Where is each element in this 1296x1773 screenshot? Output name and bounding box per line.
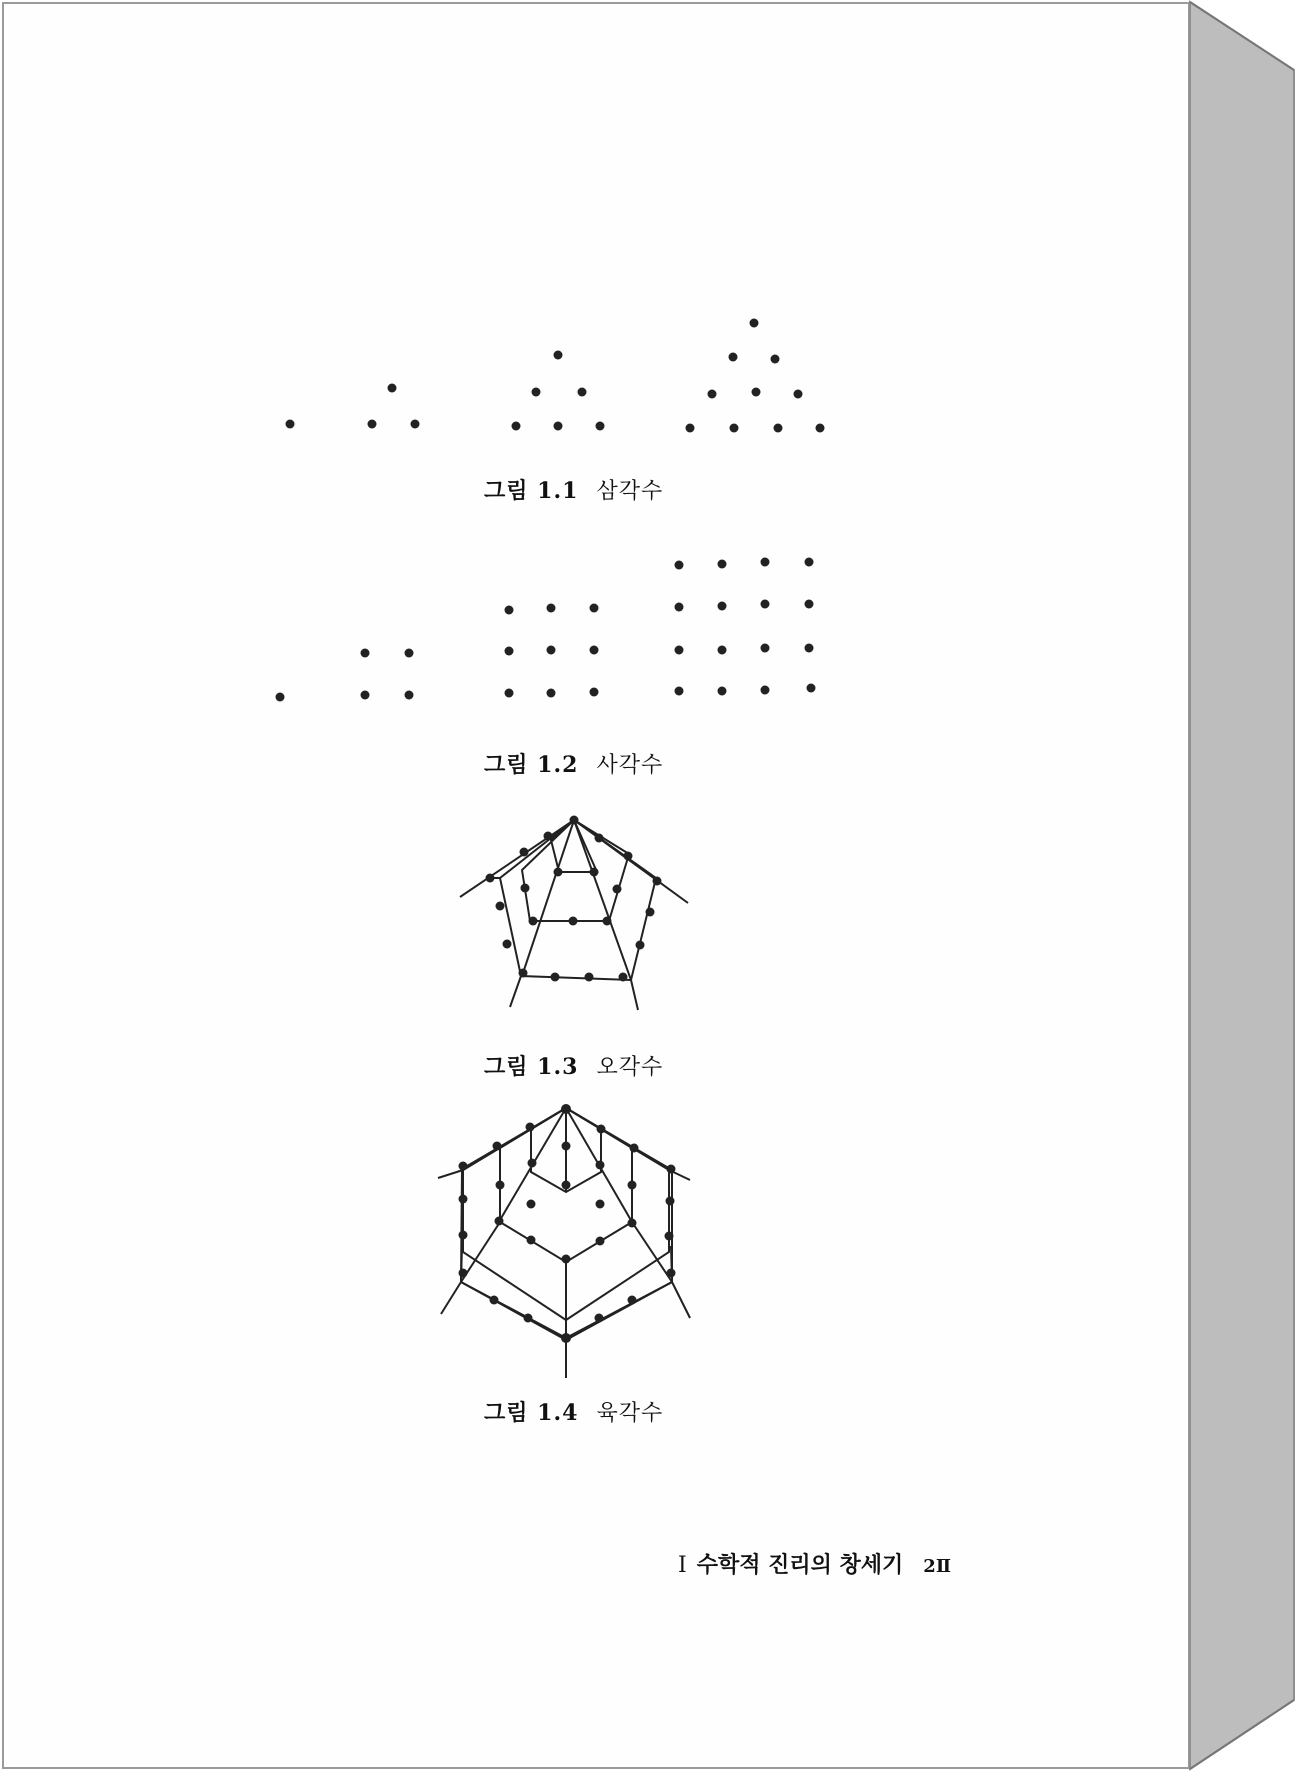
dot [562, 1181, 571, 1190]
dot [528, 1159, 537, 1168]
figure-label: 그림 1.1 [484, 478, 579, 504]
dot [667, 1165, 676, 1174]
dot [561, 1104, 571, 1114]
dot [527, 1200, 536, 1209]
dot [628, 1181, 637, 1190]
dot [596, 1161, 605, 1170]
page-number: 2Ⅱ [923, 1556, 951, 1577]
running-title: 수학적 진리의 창세기 [696, 1552, 904, 1578]
figure-label: 그림 1.4 [484, 1400, 579, 1426]
dot [495, 1217, 504, 1226]
dot [459, 1269, 468, 1278]
figure-title: 사각수 [596, 753, 664, 778]
dot [561, 1333, 571, 1343]
dot [459, 1162, 468, 1171]
figure-title: 오각수 [596, 1055, 664, 1080]
dot [595, 1314, 604, 1323]
figure-label: 그림 1.2 [484, 752, 579, 778]
dot [667, 1269, 676, 1278]
dot [665, 1232, 674, 1241]
figure-caption-4 [484, 1396, 663, 1427]
figure-title: 육각수 [596, 1401, 664, 1426]
dot [597, 1125, 606, 1134]
footer-marker: I [678, 1553, 687, 1578]
dot [524, 1314, 533, 1323]
dot [628, 1219, 637, 1228]
dot [459, 1195, 468, 1204]
dot [496, 1181, 505, 1190]
dot [596, 1200, 605, 1209]
figure-label: 그림 1.3 [484, 1054, 579, 1080]
dot [527, 1236, 536, 1245]
dot [526, 1123, 535, 1132]
dot [562, 1255, 571, 1264]
dot [562, 1142, 571, 1151]
dot [666, 1197, 675, 1206]
figure-title: 삼각수 [596, 479, 664, 504]
dot [596, 1237, 605, 1246]
dot [490, 1296, 499, 1305]
dot [459, 1231, 468, 1240]
dot [628, 1296, 637, 1305]
dot [630, 1144, 639, 1153]
running-footer [678, 1548, 951, 1579]
dot [493, 1142, 502, 1151]
